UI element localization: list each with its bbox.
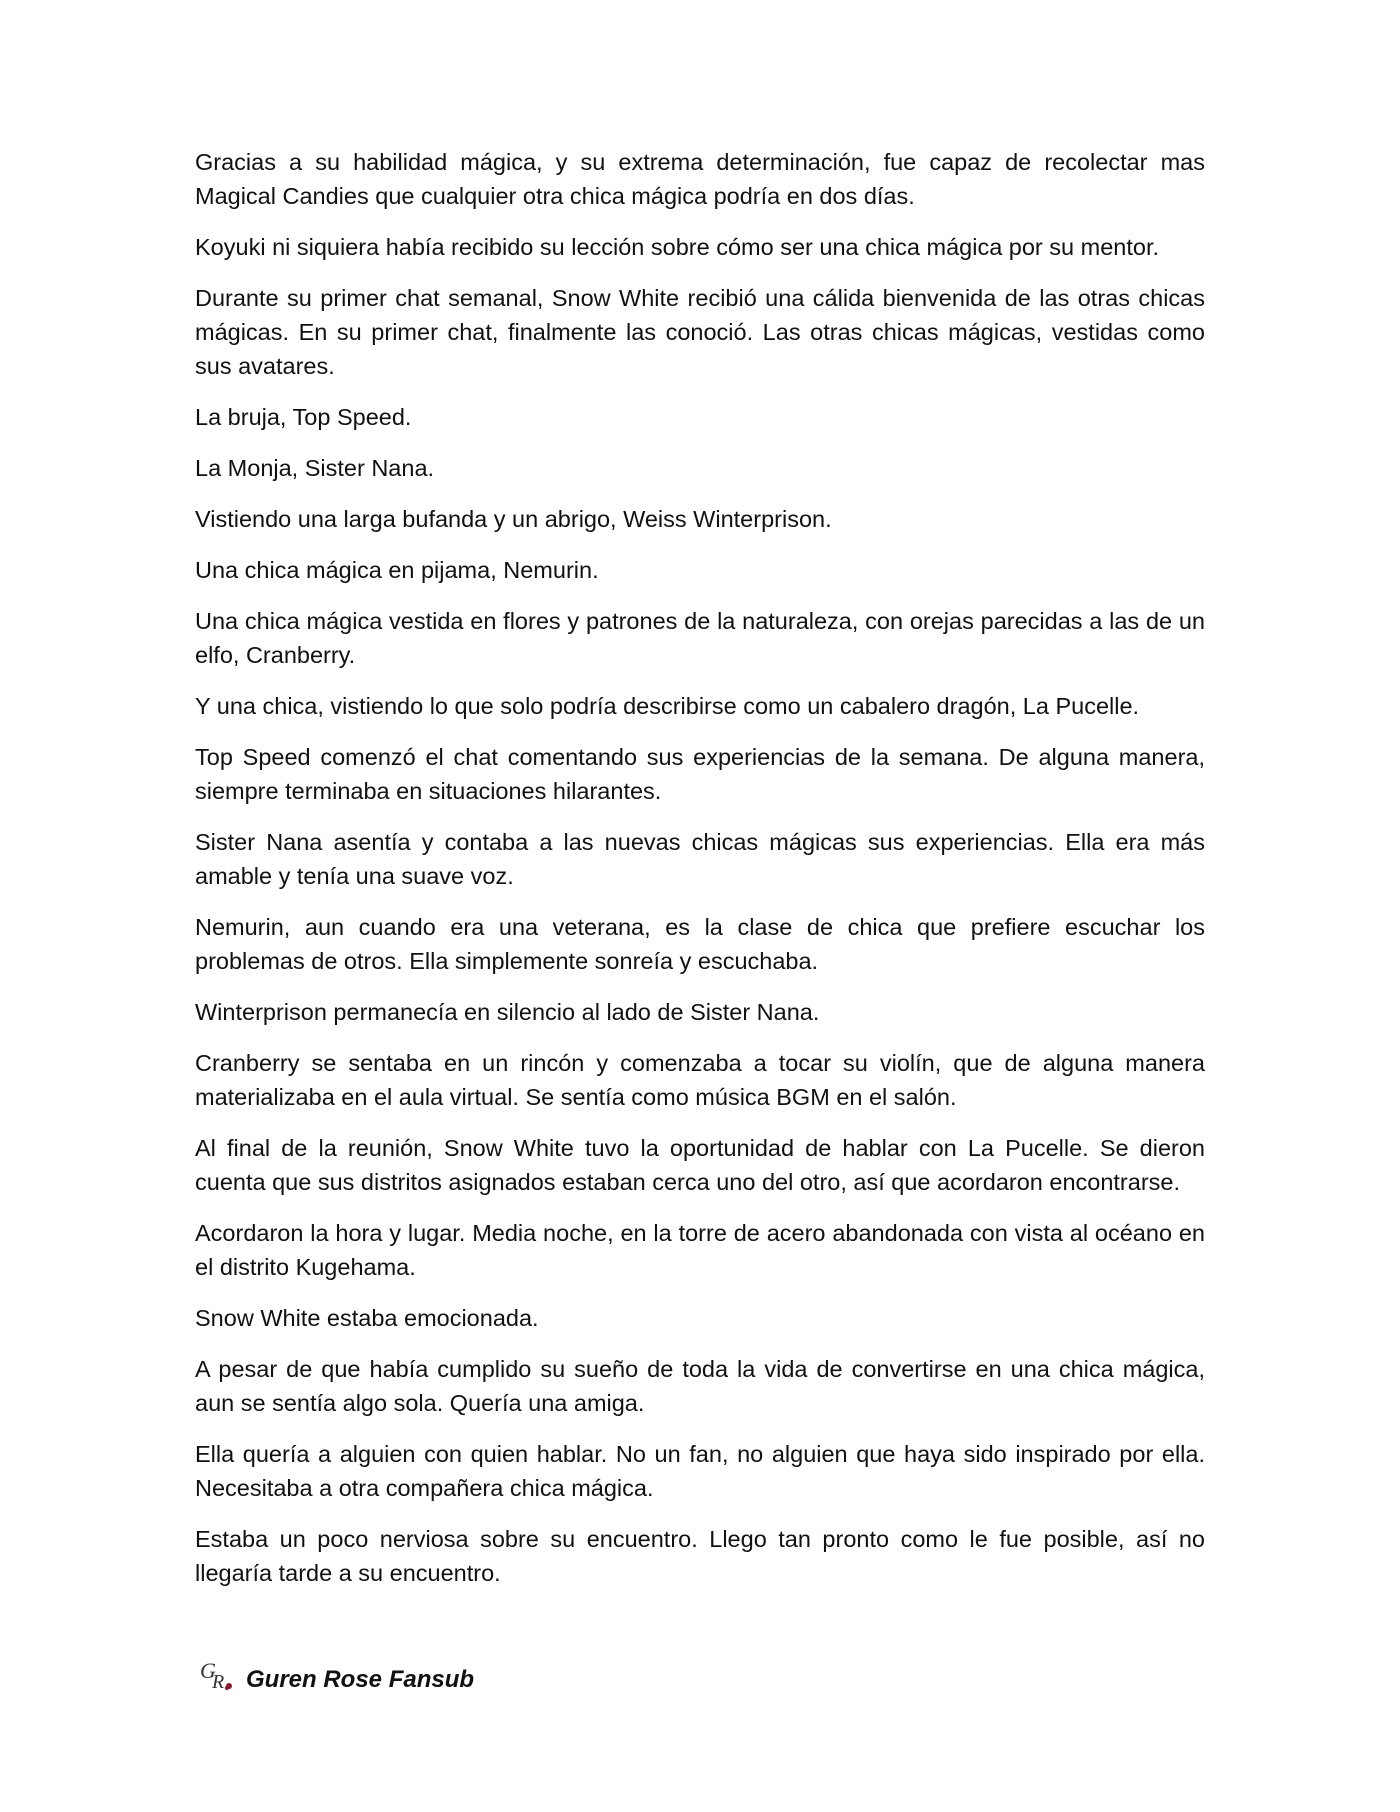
- paragraph: Una chica mágica vestida en flores y patrones de la naturaleza, con orejas parecidas a las de un elfo, Cranberry.: [195, 608, 1205, 668]
- paragraph: Y una chica, vistiendo lo que solo podría describirse como un cabalero dragón, La Pucelle.: [195, 693, 1140, 719]
- paragraph: Ella quería a alguien con quien hablar. No un fan, no alguien que haya sido inspirado por ella. Necesitaba a otra compañera chica mágica.: [195, 1441, 1205, 1501]
- paragraph: Nemurin, aun cuando era una veterana, es la clase de chica que prefiere escuchar los problemas de otros. Ella simplemente sonreía y escuchaba.: [195, 914, 1205, 974]
- paragraph: Durante su primer chat semanal, Snow White recibió una cálida bienvenida de las otras chicas mágicas. En su primer chat, finalmente las conoció. Las otras chicas mágicas, vestidas como sus avatares.: [195, 285, 1205, 379]
- paragraph: Gracias a su habilidad mágica, y su extrema determinación, fue capaz de recolectar mas Magical Candies que cualquier otra chica mágica podría en dos días.: [195, 149, 1205, 209]
- paragraph: Sister Nana asentía y contaba a las nuevas chicas mágicas sus experiencias. Ella era más amable y tenía una suave voz.: [195, 829, 1205, 889]
- paragraph: Winterprison permanecía en silencio al lado de Sister Nana.: [195, 999, 820, 1025]
- svg-text:G: G: [200, 1658, 216, 1683]
- document-body: [195, 145, 1205, 1607]
- paragraph: Acordaron la hora y lugar. Media noche, en la torre de acero abandonada con vista al océano en el distrito Kugehama.: [195, 1220, 1205, 1280]
- paragraph: Vistiendo una larga bufanda y un abrigo, Weiss Winterprison.: [195, 506, 832, 532]
- svg-text:R: R: [212, 1671, 225, 1693]
- paragraph: Una chica mágica en pijama, Nemurin.: [195, 557, 599, 583]
- paragraph: A pesar de que había cumplido su sueño de toda la vida de convertirse en una chica mágica, aun se sentía algo sola. Quería una amiga.: [195, 1356, 1205, 1416]
- paragraph: Al final de la reunión, Snow White tuvo la oportunidad de hablar con La Pucelle. Se dieron cuenta que sus distritos asignados estaban cerca uno del otro, así que acordaron encontrarse.: [195, 1135, 1205, 1195]
- footer-credit: [198, 1656, 474, 1694]
- paragraph: Koyuki ni siquiera había recibido su lección sobre cómo ser una chica mágica por su mentor.: [195, 234, 1160, 260]
- paragraph: La Monja, Sister Nana.: [195, 455, 435, 481]
- paragraph: La bruja, Top Speed.: [195, 404, 412, 430]
- paragraph: Estaba un poco nerviosa sobre su encuentro. Llego tan pronto como le fue posible, así no llegaría tarde a su encuentro.: [195, 1526, 1205, 1586]
- paragraph: Snow White estaba emocionada.: [195, 1305, 539, 1331]
- fansub-credit: Guren Rose Fansub: [246, 1666, 475, 1693]
- paragraph: Cranberry se sentaba en un rincón y comenzaba a tocar su violín, que de alguna manera materializaba en el aula virtual. Se sentía como música BGM en el salón.: [195, 1050, 1205, 1110]
- paragraph: Top Speed comenzó el chat comentando sus experiencias de la semana. De alguna manera, siempre terminaba en situaciones hilarantes.: [195, 744, 1205, 804]
- guren-rose-logo-icon: [198, 1656, 236, 1694]
